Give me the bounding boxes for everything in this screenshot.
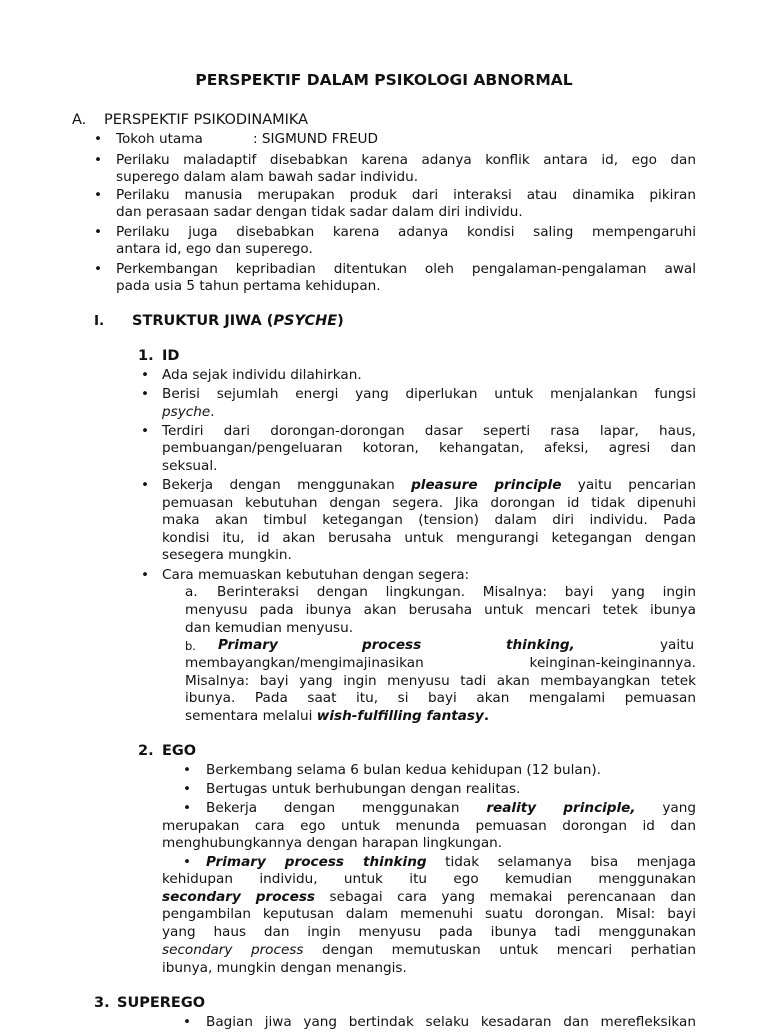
primary-process-thinking-em: Primary process thinking xyxy=(206,854,427,870)
section-a-heading: PERSPEKTIF PSIKODINAMIKA xyxy=(104,112,309,128)
ego-marker: 2. xyxy=(138,743,154,759)
sub-a-marker: a. xyxy=(185,584,198,600)
ego-bullet-4-line-5: yang haus dan ingin menyusu pada ibunya tadi menggunakan xyxy=(162,924,696,940)
id-bullet-2-post: . xyxy=(210,404,215,420)
bullet-icon xyxy=(90,187,106,205)
ego-b4-l6-post: dengan memutuskan untuk mencari perhatian xyxy=(303,942,696,958)
id-bullet-3-line-1: Terdiri dari dorongan-dorongan dasar seperti rasa lapar, haus, xyxy=(162,423,696,439)
id-bullet-4-line-1 xyxy=(162,477,696,495)
section-i-marker: I. xyxy=(94,313,105,329)
document-title: PERSPEKTIF DALAM PSIKOLOGI ABNORMAL xyxy=(195,71,573,89)
a-bullet-4-line-1: Perilaku juga disebabkan karena adanya kondisi saling mempengaruhi xyxy=(116,224,696,240)
a-bullet-2-line-2: superego dalam alam bawah sadar individu. xyxy=(116,169,419,185)
ego-bullet-1: Berkembang selama 6 bulan kedua kehidupan (12 bulan). xyxy=(206,762,601,778)
ego-bullet-4-line-1 xyxy=(206,854,696,872)
ego-bullet-3-line-2: merupakan cara ego untuk menunda pemuasan dorongan id dan xyxy=(162,818,696,834)
sub-b-line-3: Misalnya: bayi yang ingin menyusu tadi akan membayangkan tetek xyxy=(185,673,696,689)
tokoh-label: Tokoh utama xyxy=(116,131,203,147)
ego-bullet-2: Bertugas untuk berhubungan dengan realitas. xyxy=(206,781,521,797)
pleasure-principle-em: pleasure principle xyxy=(411,477,562,493)
a-bullet-4-line-2: antara id, ego dan superego. xyxy=(116,241,313,257)
bullet-icon xyxy=(179,781,195,799)
ego-b4-l1-post: tidak selamanya bisa menjaga xyxy=(426,854,696,870)
id-bullet-1: Ada sejak individu dilahirkan. xyxy=(162,367,362,383)
ego-bullet-4-line-4: pengambilan keputusan dalam memenuhi suatu dorongan. Misal: bayi xyxy=(162,906,696,922)
a-bullet-3-line-2: dan perasaan sadar dengan tidak sadar dalam diri individu. xyxy=(116,204,523,220)
ego-bullet-4-line-7: ibunya, mungkin dengan menangis. xyxy=(162,960,407,976)
a-bullet-2-line-1: Perilaku maladaptif disebabkan karena adanya konflik antara id, ego dan xyxy=(116,152,696,168)
bullet-icon xyxy=(179,800,195,818)
id-bullet-3-line-2: pembuangan/pengeluaran kotoran, kehangatan, afeksi, agresi dan xyxy=(162,440,696,456)
sub-b-word-process: process xyxy=(362,637,422,653)
section-a-marker: A. xyxy=(72,112,87,128)
sub-b-line-2: membayangkan/mengimajinasikan keinginan-keinginannya. xyxy=(185,655,696,671)
section-i-heading xyxy=(132,313,344,331)
bullet-icon xyxy=(137,367,153,385)
ego-bullet-4-line-2: kehidupan individu, untuk itu ego kemudian menggunakan xyxy=(162,871,696,887)
section-i-heading-post: ) xyxy=(337,313,344,329)
sub-b-l5-post: . xyxy=(483,708,490,724)
id-b4-post: yaitu pencarian xyxy=(561,477,696,493)
id-bullet-3-line-3: seksual. xyxy=(162,458,218,474)
ego-b3-pre: Bekerja dengan menggunakan xyxy=(206,800,487,816)
superego-bullet-1-line-1: Bagian jiwa yang bertindak selaku kesadaran dan merefleksikan xyxy=(206,1014,696,1030)
id-bullet-4-line-4: kondisi itu, id akan berusaha untuk mengurangi ketegangan dengan xyxy=(162,530,696,546)
bullet-icon xyxy=(90,152,106,170)
sub-b-word-yaitu: yaitu xyxy=(660,637,695,653)
id-bullet-2-line-2 xyxy=(162,404,215,422)
section-i-heading-em: PSYCHE xyxy=(273,313,338,329)
bullet-icon xyxy=(137,423,153,441)
superego-heading: SUPEREGO xyxy=(117,995,206,1011)
a-bullet-5-line-2: pada usia 5 tahun pertama kehidupan. xyxy=(116,278,381,294)
bullet-icon xyxy=(137,567,153,585)
id-bullet-2-line-1: Berisi sejumlah energi yang diperlukan untuk menjalankan fungsi xyxy=(162,386,696,402)
id-bullet-4-line-2: pemuasan kebutuhan dengan segera. Jika dorongan id tidak dipenuhi xyxy=(162,495,696,511)
sub-a-line-1: Berinteraksi dengan lingkungan. Misalnya: bayi yang ingin xyxy=(217,584,696,600)
id-marker: 1. xyxy=(138,348,154,364)
a-bullet-5-line-1: Perkembangan kepribadian ditentukan oleh pengalaman-pengalaman awal xyxy=(116,261,696,277)
sub-b-marker: b. xyxy=(185,639,196,653)
bullet-icon xyxy=(90,261,106,279)
reality-principle-em: reality principle, xyxy=(486,800,636,816)
bullet-icon xyxy=(179,1014,195,1032)
bullet-icon xyxy=(90,224,106,242)
ego-bullet-3-line-1 xyxy=(206,800,696,818)
ego-b4-l3-post: sebagai cara yang memakai perencanaan dan xyxy=(315,889,696,905)
ego-heading: EGO xyxy=(162,743,197,759)
sub-b-line-5 xyxy=(185,708,489,726)
bullet-icon xyxy=(137,386,153,404)
id-bullet-5: Cara memuaskan kebutuhan dengan segera: xyxy=(162,567,470,583)
superego-marker: 3. xyxy=(94,995,110,1011)
tokoh-value: : SIGMUND FREUD xyxy=(253,131,378,147)
sub-b-line-4: ibunya. Pada saat itu, si bayi akan mengalami pemuasan xyxy=(185,690,696,706)
id-bullet-4-line-3: maka akan timbul ketegangan (tension) dalam diri individu. Pada xyxy=(162,512,696,528)
ego-bullet-3-line-3: menghubungkannya dengan harapan lingkungan. xyxy=(162,835,503,851)
bullet-icon xyxy=(137,477,153,495)
sub-a-line-3: dan kemudian menyusu. xyxy=(185,620,354,636)
bullet-icon xyxy=(90,131,106,149)
secondary-process-italic: secondary process xyxy=(162,942,304,958)
id-psyche-em: psyche xyxy=(162,404,211,420)
a-bullet-3-line-1: Perilaku manusia merupakan produk dari interaksi atau dinamika pikiran xyxy=(116,187,696,203)
id-bullet-4-line-5: sesegera mungkin. xyxy=(162,547,292,563)
section-i-heading-pre: STRUKTUR JIWA ( xyxy=(132,313,274,329)
secondary-process-em: secondary process xyxy=(162,889,316,905)
bullet-icon xyxy=(179,762,195,780)
id-heading: ID xyxy=(162,348,180,364)
ego-bullet-4-line-3 xyxy=(162,889,696,907)
sub-b-word-primary: Primary xyxy=(218,637,278,653)
ego-b3-post: yang xyxy=(635,800,696,816)
sub-b-word-thinking: thinking, xyxy=(506,637,575,653)
sub-b-l5-pre: sementara melalui xyxy=(185,708,317,724)
id-b4-pre: Bekerja dengan menggunakan xyxy=(162,477,412,493)
sub-a-line-2: menyusu pada ibunya akan berusaha untuk mencari tetek ibunya xyxy=(185,602,696,618)
bullet-icon xyxy=(179,854,195,872)
wish-fulfilling-em: wish-fulfilling fantasy xyxy=(316,708,484,724)
ego-bullet-4-line-6 xyxy=(162,942,696,960)
